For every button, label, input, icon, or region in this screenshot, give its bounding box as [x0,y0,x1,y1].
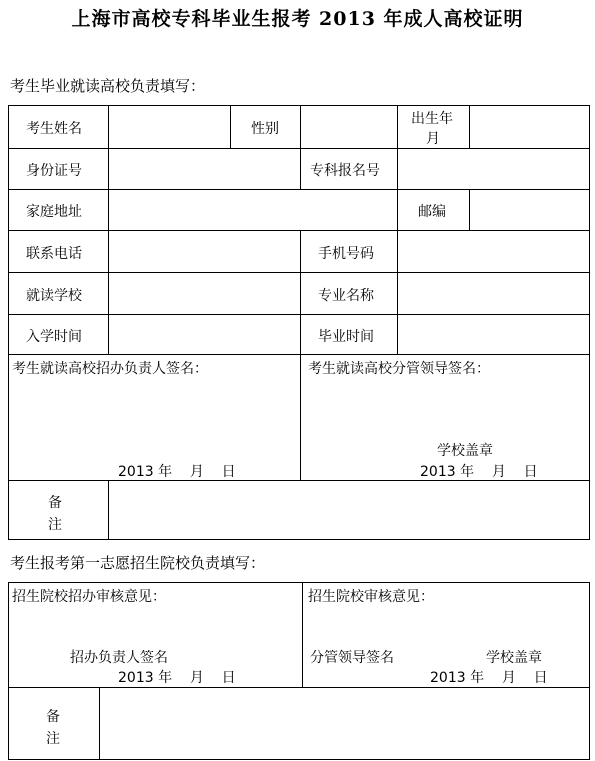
label-remark-1b: 注 [48,517,62,533]
label-home-address: 家庭地址 [26,204,82,220]
label-school-opinion: 招生院校审核意见： [308,589,434,605]
page-title: 上海市高校专科毕业生报考 2013 年成人高校证明 [71,8,524,30]
label-major: 专业名称 [318,288,374,304]
home-address-field[interactable] [109,190,396,230]
school-field[interactable] [109,273,299,314]
label-id-number: 身份证号 [26,163,82,179]
student-name-field[interactable] [109,106,229,148]
label-sign-admissions: 考生就读高校招办负责人签名： [12,361,208,377]
label-school-seal-2: 学校盖章 [486,650,542,666]
id-number-field[interactable] [109,149,299,189]
section2-heading: 考生报考第一志愿招生院校负责填写： [10,554,266,572]
label-student-name: 考生姓名 [26,121,82,137]
label-mobile: 手机号码 [318,246,374,262]
graduate-time-field[interactable] [398,315,588,354]
label-enroll-time: 入学时间 [26,329,82,345]
label-leader-sign: 分管领导签名 [310,650,394,666]
label-school: 就读学校 [26,288,82,304]
remark-field-1[interactable] [109,481,588,539]
birth-field[interactable] [470,106,588,148]
label-remark-1a: 备 [48,495,62,511]
date-right-1: 2013 年 月 日 [420,464,538,480]
label-birth-line1: 出生年 [411,111,453,127]
label-sign-leader: 考生就读高校分管领导签名： [308,361,490,377]
label-school-seal-1: 学校盖章 [437,443,493,459]
label-gender: 性别 [251,121,279,137]
label-remark-2a: 备 [46,709,60,725]
label-admissions-opinion: 招生院校招办审核意见： [12,589,166,605]
label-graduate-time: 毕业时间 [318,329,374,345]
label-phone: 联系电话 [26,246,82,262]
college-reg-no-field[interactable] [398,149,588,189]
label-admissions-sign: 招办负责人签名 [70,650,168,666]
label-birth-line2: 月 [426,131,440,147]
major-field[interactable] [398,273,588,314]
remark-field-2[interactable] [100,688,588,758]
phone-field[interactable] [109,231,299,272]
enroll-time-field[interactable] [109,315,299,354]
postcode-field[interactable] [470,190,588,230]
label-remark-2b: 注 [46,731,60,747]
section1-heading: 考生毕业就读高校负责填写： [10,77,206,95]
label-college-reg-no: 专科报名号 [310,163,380,179]
date-left-2: 2013 年 月 日 [118,670,236,686]
date-left-1: 2013 年 月 日 [118,464,236,480]
label-postcode: 邮编 [418,204,446,220]
mobile-field[interactable] [398,231,588,272]
gender-field[interactable] [301,106,396,148]
date-right-2: 2013 年 月 日 [430,670,548,686]
